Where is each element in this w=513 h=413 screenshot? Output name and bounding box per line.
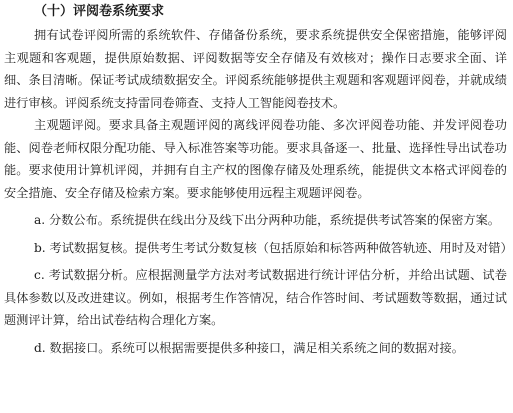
paragraph-system-requirements: 拥有试卷评阅所需的系统软件、存储备份系统，要求系统提供安全保密措施，能够评阅主观题和客观题，提供原始数据、评阅数据等安全存储及有效核对；操作日志要求全面、详细、条目清晰。保证考试成绩数据安全。评阅系统能够提供主观题和客观题评阅卷，并就成绩进行审核。评阅系统支持雷同卷筛查、支持人工智能阅卷技术。	[4, 28, 507, 110]
item-score-publishing: a. 分数公布。系统提供在线出分及线下出分两种功能，系统提供考试答案的保密方案。	[34, 213, 500, 227]
paragraph-subjective-grading: 主观题评阅。要求具备主观题评阅的离线评阅卷功能、多次评阅卷功能、并发评阅卷功能、阅卷老师权限分配功能、导入标准答案等功能。要求具备逐一、批量、选择性导出试卷功能。要求使用计算机评阅，并拥有自主产权的图像存储及处理系统，能提供文本格式评阅卷的安全措施、安全存储及检索方案。要求能够使用远程主观题评阅卷。	[4, 118, 507, 200]
item-data-review: b. 考试数据复核。提供考生考试分数复核（包括原始和标答两种做答轨迹、用时及对错）	[34, 240, 513, 255]
item-data-analysis: c. 考试数据分析。应根据测量学方法对考试数据进行统计评估分析，并给出试题、试卷具体参数以及改进建议。例如，根据考生作答情况，结合作答时间、考试题数等数据，通过试题测评计算，给出试卷结构合理化方案。	[4, 268, 507, 327]
section-heading: （十）评阅卷系统要求	[34, 4, 165, 19]
item-data-interface: d. 数据接口。系统可以根据需要提供多种接口，满足相关系统之间的数据对接。	[34, 340, 464, 355]
